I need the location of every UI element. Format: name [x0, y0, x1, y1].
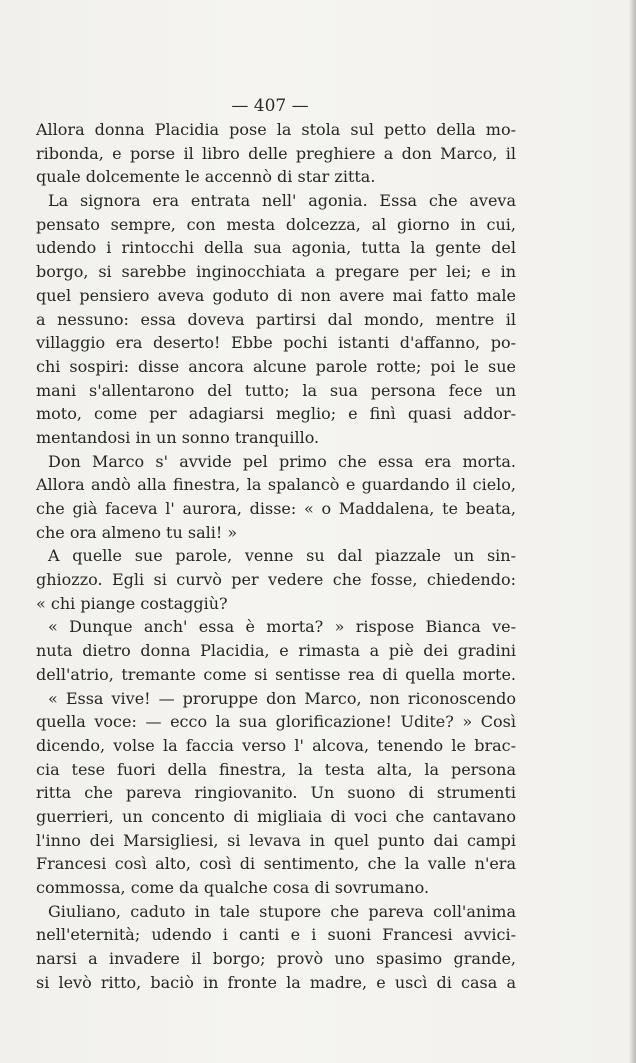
- text-line: nuta dietro donna Placidia, e rimasta a piè dei gradini: [36, 641, 516, 661]
- text-line: narsi a invadere il borgo; provò uno spasimo grande,: [36, 949, 516, 969]
- text-line: cia tese fuori della finestra, la testa alta, la persona: [36, 759, 516, 779]
- text-line: mentandosi in un sonno tranquillo.: [36, 427, 320, 447]
- text-line: ribonda, e porse il libro delle preghiere a don Marco, il: [36, 143, 516, 163]
- text-line: si levò ritto, baciò in fronte la madre, e uscì di casa a: [36, 972, 516, 992]
- text-line: moto, come per adagiarsi meglio; e finì quasi addor-: [36, 404, 516, 424]
- text-line: a nessuno: essa doveva partirsi dal mondo, mentre il: [36, 309, 516, 329]
- text-line: chi sospiri: disse ancora alcune parole rotte; poi le sue: [36, 356, 516, 376]
- text-line: mani s'allentarono del tutto; la sua persona fece un: [36, 380, 516, 400]
- body-text: [36, 118, 516, 994]
- text-line: dicendo, volse la faccia verso l' alcova, tenendo le brac-: [36, 735, 516, 755]
- text-line: A quelle sue parole, venne su dal piazzale un sin-: [48, 546, 516, 566]
- text-line: quel pensiero aveva goduto di non avere mai fatto male: [36, 285, 516, 305]
- text-line: Giuliano, caduto in tale stupore che pareva coll'anima: [48, 901, 516, 921]
- text-line: « Dunque anch' essa è morta? » rispose Bianca ve-: [48, 617, 516, 637]
- text-line: La signora era entrata nell' agonia. Essa che aveva: [48, 191, 516, 211]
- text-line: udendo i rintocchi della sua agonia, tutta la gente del: [36, 238, 516, 258]
- text-line: che ora almeno tu sali! »: [36, 522, 238, 542]
- text-line: villaggio era deserto! Ebbe pochi istanti d'affanno, po-: [36, 333, 516, 353]
- text-line: che già faceva l' aurora, disse: « o Maddalena, te beata,: [36, 499, 516, 518]
- text-line: guerrieri, un concento di migliaia di voci che cantavano: [36, 806, 516, 826]
- text-line: pensato sempre, con mesta dolcezza, al giorno in cui,: [36, 214, 516, 234]
- text-line: Allora donna Placidia pose la stola sul petto della mo-: [36, 120, 516, 139]
- text-line: Francesi così alto, così di sentimento, che la valle n'era: [36, 854, 516, 874]
- text-line: ritta che pareva ringiovanito. Un suono di strumenti: [36, 783, 516, 803]
- page-edge: [629, 0, 636, 1063]
- text-line: quella voce: — ecco la sua glorificazione! Udite? » Così: [36, 712, 516, 732]
- text-line: commossa, come da qualche cosa di sovrumano.: [36, 878, 430, 897]
- text-line: nell'eternità; udendo i canti e i suoni Francesi avvici-: [36, 925, 516, 945]
- text-line: « chi piange costaggiù?: [36, 593, 228, 613]
- text-line: quale dolcemente le accennò di star zitta.: [36, 167, 376, 187]
- text-line: l'inno dei Marsigliesi, si levava in quel punto dai campi: [36, 830, 516, 850]
- text-line: Don Marco s' avvide pel primo che essa era morta.: [48, 451, 516, 471]
- page-number: — 407 —: [231, 96, 309, 116]
- text-line: Allora andò alla finestra, la spalancò e guardando il cielo,: [36, 475, 516, 495]
- text-line: « Essa vive! — proruppe don Marco, non riconoscendo: [48, 688, 516, 708]
- text-line: borgo, si sarebbe inginocchiata a pregare per lei; e in: [36, 262, 516, 282]
- text-line: ghiozzo. Egli si curvò per vedere che fosse, chiedendo:: [36, 570, 516, 590]
- text-line: dell'atrio, tremante come si sentisse rea di quella morte.: [36, 664, 516, 684]
